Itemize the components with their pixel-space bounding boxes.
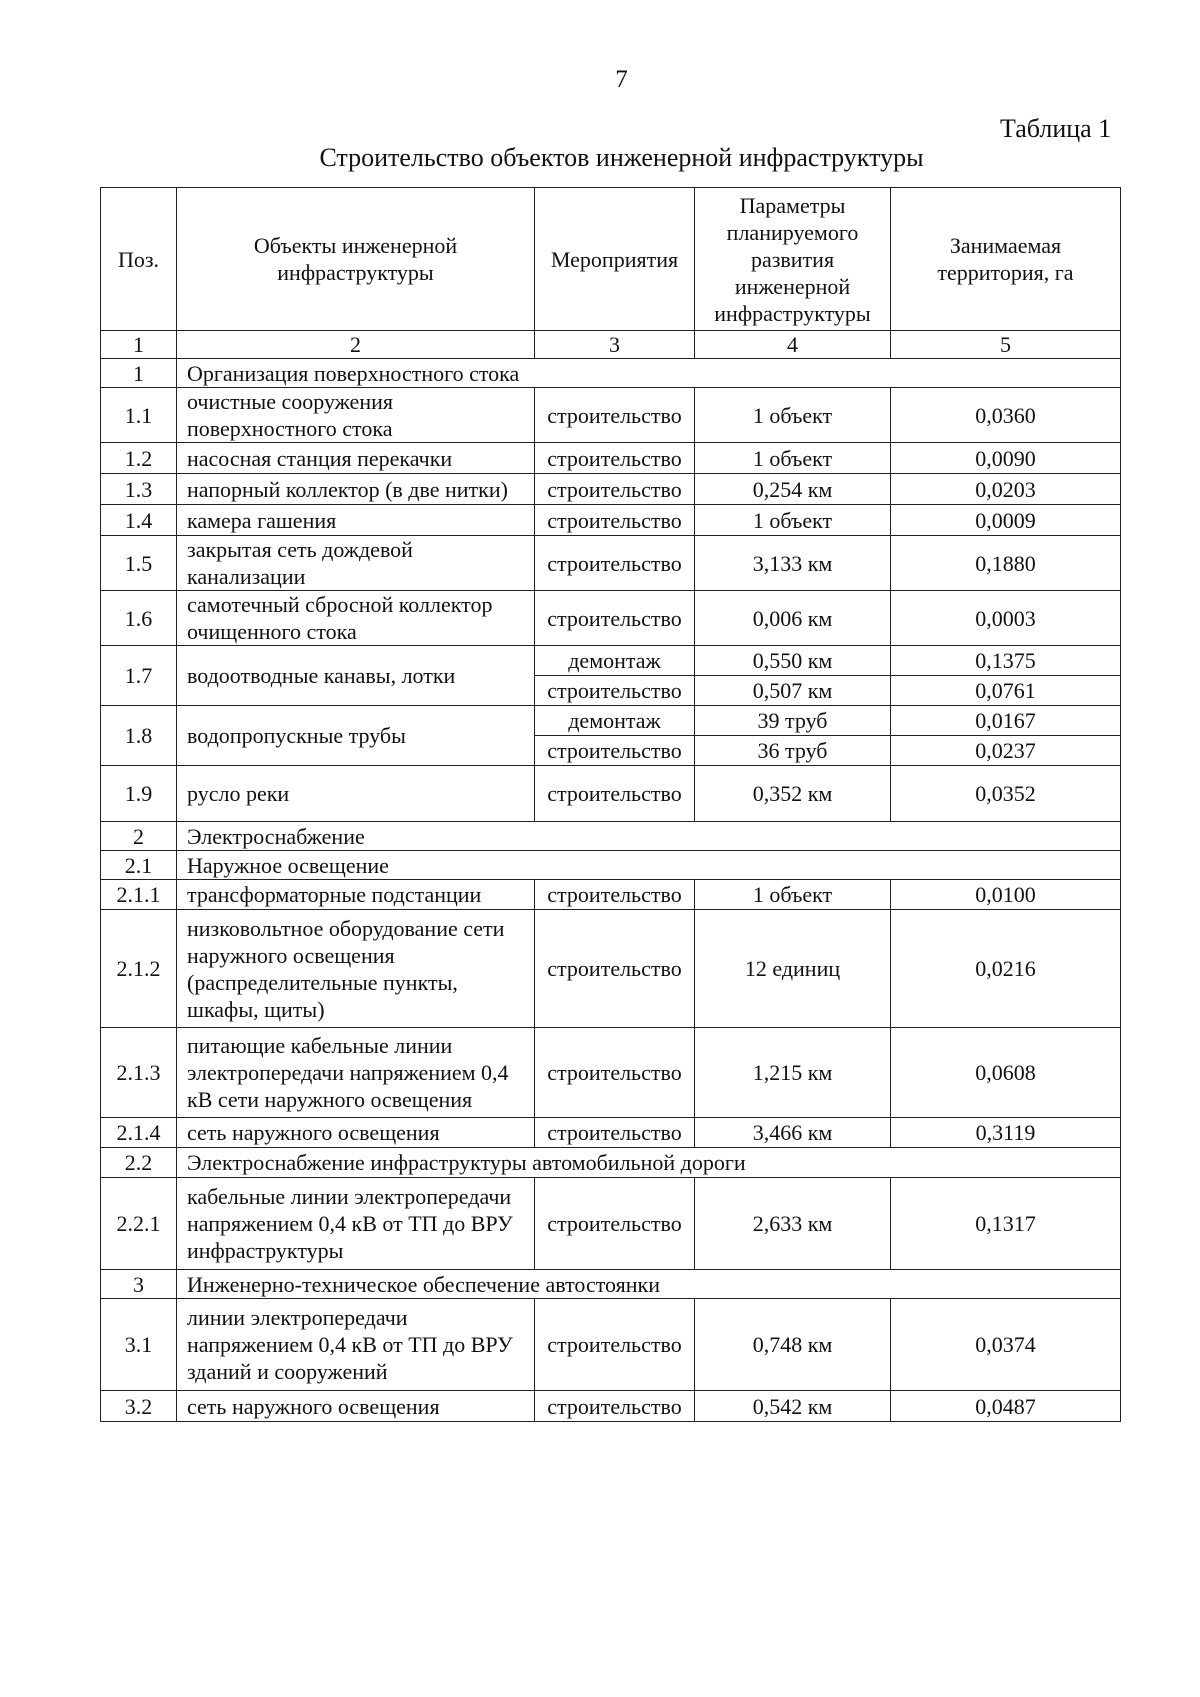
position-cell: 2.1 xyxy=(101,851,177,880)
area-cell: 0,0487 xyxy=(891,1391,1121,1422)
position-cell: 3.1 xyxy=(101,1299,177,1391)
section-label: Электроснабжение xyxy=(177,822,1121,851)
section-row xyxy=(101,851,1121,880)
area-cell: 0,0100 xyxy=(891,880,1121,910)
object-name-cell: водоотводные канавы, лотки xyxy=(177,646,535,706)
parameter-cell: 39 труб xyxy=(695,706,891,736)
parameter-cell: 1 объект xyxy=(695,505,891,536)
section-row xyxy=(101,1270,1121,1299)
position-cell: 1.7 xyxy=(101,646,177,706)
object-name-cell: трансформаторные подстанции xyxy=(177,880,535,910)
section-label: Организация поверхностного стока xyxy=(177,359,1121,388)
column-number: 2 xyxy=(177,331,535,359)
position-cell: 1.1 xyxy=(101,388,177,443)
position-cell: 2.1.1 xyxy=(101,880,177,910)
measure-cell: строительство xyxy=(535,591,695,646)
area-cell: 0,1880 xyxy=(891,536,1121,591)
measure-cell: строительство xyxy=(535,536,695,591)
section-row xyxy=(101,359,1121,388)
object-name-cell: питающие кабельные линии электропередачи напряжением 0,4 кВ сети наружного освещения xyxy=(177,1028,535,1118)
header-measures: Мероприятия xyxy=(535,188,695,331)
infrastructure-table xyxy=(100,187,1121,1422)
measure-cell: строительство xyxy=(535,1178,695,1270)
section-label: Наружное освещение xyxy=(177,851,1121,880)
section-label: Инженерно-техническое обеспечение автостоянки xyxy=(177,1270,1121,1299)
parameter-cell: 0,352 км xyxy=(695,766,891,822)
table-row xyxy=(101,1028,1121,1118)
position-cell: 1.8 xyxy=(101,706,177,766)
parameter-cell: 0,507 км xyxy=(695,676,891,706)
column-number: 5 xyxy=(891,331,1121,359)
page-number: 7 xyxy=(615,66,628,93)
object-name-cell: водопропускные трубы xyxy=(177,706,535,766)
parameter-cell: 2,633 км xyxy=(695,1178,891,1270)
object-name-cell: линии электропередачи напряжением 0,4 кВ от ТП до ВРУ зданий и сооружений xyxy=(177,1299,535,1391)
position-cell: 2.1.2 xyxy=(101,910,177,1028)
parameter-cell: 1 объект xyxy=(695,880,891,910)
table-label: Таблица 1 xyxy=(1000,114,1112,143)
measure-cell: демонтаж xyxy=(535,706,695,736)
object-name-cell: русло реки xyxy=(177,766,535,822)
parameter-cell: 3,466 км xyxy=(695,1118,891,1148)
area-cell: 0,0237 xyxy=(891,736,1121,766)
measure-cell: демонтаж xyxy=(535,646,695,676)
object-name-cell: кабельные линии электропередачи напряжением 0,4 кВ от ТП до ВРУ инфраструктуры xyxy=(177,1178,535,1270)
position-cell: 1.2 xyxy=(101,443,177,474)
object-name-cell: напорный коллектор (в две нитки) xyxy=(177,474,535,505)
table-row xyxy=(101,536,1121,591)
parameter-cell: 1 объект xyxy=(695,388,891,443)
measure-cell: строительство xyxy=(535,766,695,822)
area-cell: 0,0374 xyxy=(891,1299,1121,1391)
position-cell: 3 xyxy=(101,1270,177,1299)
area-cell: 0,0608 xyxy=(891,1028,1121,1118)
table-row xyxy=(101,646,1121,676)
parameter-cell: 0,748 км xyxy=(695,1299,891,1391)
object-name-cell: низковольтное оборудование сети наружного освещения (распределительные пункты, шкафы, щиты) xyxy=(177,910,535,1028)
area-cell: 0,1317 xyxy=(891,1178,1121,1270)
parameter-cell: 0,254 км xyxy=(695,474,891,505)
measure-cell: строительство xyxy=(535,1118,695,1148)
position-cell: 2 xyxy=(101,822,177,851)
object-name-cell: насосная станция перекачки xyxy=(177,443,535,474)
parameter-cell: 12 единиц xyxy=(695,910,891,1028)
area-cell: 0,0203 xyxy=(891,474,1121,505)
table-row xyxy=(101,766,1121,822)
area-cell: 0,0761 xyxy=(891,676,1121,706)
area-cell: 0,3119 xyxy=(891,1118,1121,1148)
table-row xyxy=(101,880,1121,910)
section-label: Электроснабжение инфраструктуры автомобильной дороги xyxy=(177,1148,1121,1178)
parameter-cell: 36 труб xyxy=(695,736,891,766)
column-number-row xyxy=(101,331,1121,359)
object-name-cell: закрытая сеть дождевой канализации xyxy=(177,536,535,591)
measure-cell: строительство xyxy=(535,736,695,766)
area-cell: 0,0352 xyxy=(891,766,1121,822)
area-cell: 0,0090 xyxy=(891,443,1121,474)
area-cell: 0,0167 xyxy=(891,706,1121,736)
area-cell: 0,0003 xyxy=(891,591,1121,646)
position-cell: 3.2 xyxy=(101,1391,177,1422)
object-name-cell: камера гашения xyxy=(177,505,535,536)
table-row xyxy=(101,443,1121,474)
object-name-cell: сеть наружного освещения xyxy=(177,1118,535,1148)
column-number: 3 xyxy=(535,331,695,359)
table-row xyxy=(101,706,1121,736)
object-name-cell: сеть наружного освещения xyxy=(177,1391,535,1422)
table-row xyxy=(101,591,1121,646)
table-body xyxy=(101,359,1121,1422)
area-cell: 0,0009 xyxy=(891,505,1121,536)
parameter-cell: 0,006 км xyxy=(695,591,891,646)
table-row xyxy=(101,1118,1121,1148)
header-parameters: Параметры планируемого развития инженерной инфраструктуры xyxy=(695,188,891,331)
page-title: Строительство объектов инженерной инфраструктуры xyxy=(319,143,924,172)
position-cell: 1 xyxy=(101,359,177,388)
parameter-cell: 3,133 км xyxy=(695,536,891,591)
measure-cell: строительство xyxy=(535,505,695,536)
table-row xyxy=(101,388,1121,443)
position-cell: 1.4 xyxy=(101,505,177,536)
measure-cell: строительство xyxy=(535,1028,695,1118)
table-row xyxy=(101,910,1121,1028)
header-position: Поз. xyxy=(101,188,177,331)
table-row xyxy=(101,505,1121,536)
section-row xyxy=(101,1148,1121,1178)
measure-cell: строительство xyxy=(535,474,695,505)
column-number: 4 xyxy=(695,331,891,359)
measure-cell: строительство xyxy=(535,880,695,910)
area-cell: 0,1375 xyxy=(891,646,1121,676)
parameter-cell: 1 объект xyxy=(695,443,891,474)
area-cell: 0,0360 xyxy=(891,388,1121,443)
header-area: Занимаемая территория, га xyxy=(891,188,1121,331)
measure-cell: строительство xyxy=(535,910,695,1028)
object-name-cell: очистные сооружения поверхностного стока xyxy=(177,388,535,443)
position-cell: 1.9 xyxy=(101,766,177,822)
measure-cell: строительство xyxy=(535,1299,695,1391)
parameter-cell: 0,542 км xyxy=(695,1391,891,1422)
position-cell: 1.5 xyxy=(101,536,177,591)
area-cell: 0,0216 xyxy=(891,910,1121,1028)
object-name-cell: самотечный сбросной коллектор очищенного стока xyxy=(177,591,535,646)
section-row xyxy=(101,822,1121,851)
measure-cell: строительство xyxy=(535,1391,695,1422)
position-cell: 2.1.3 xyxy=(101,1028,177,1118)
table-row xyxy=(101,474,1121,505)
position-cell: 1.6 xyxy=(101,591,177,646)
header-object: Объекты инженерной инфраструктуры xyxy=(177,188,535,331)
position-cell: 2.2.1 xyxy=(101,1178,177,1270)
position-cell: 2.2 xyxy=(101,1148,177,1178)
measure-cell: строительство xyxy=(535,676,695,706)
position-cell: 2.1.4 xyxy=(101,1118,177,1148)
measure-cell: строительство xyxy=(535,443,695,474)
column-number: 1 xyxy=(101,331,177,359)
table-header-row xyxy=(101,188,1121,331)
table-row xyxy=(101,1299,1121,1391)
measure-cell: строительство xyxy=(535,388,695,443)
position-cell: 1.3 xyxy=(101,474,177,505)
table-row xyxy=(101,1391,1121,1422)
parameter-cell: 1,215 км xyxy=(695,1028,891,1118)
table-row xyxy=(101,1178,1121,1270)
parameter-cell: 0,550 км xyxy=(695,646,891,676)
